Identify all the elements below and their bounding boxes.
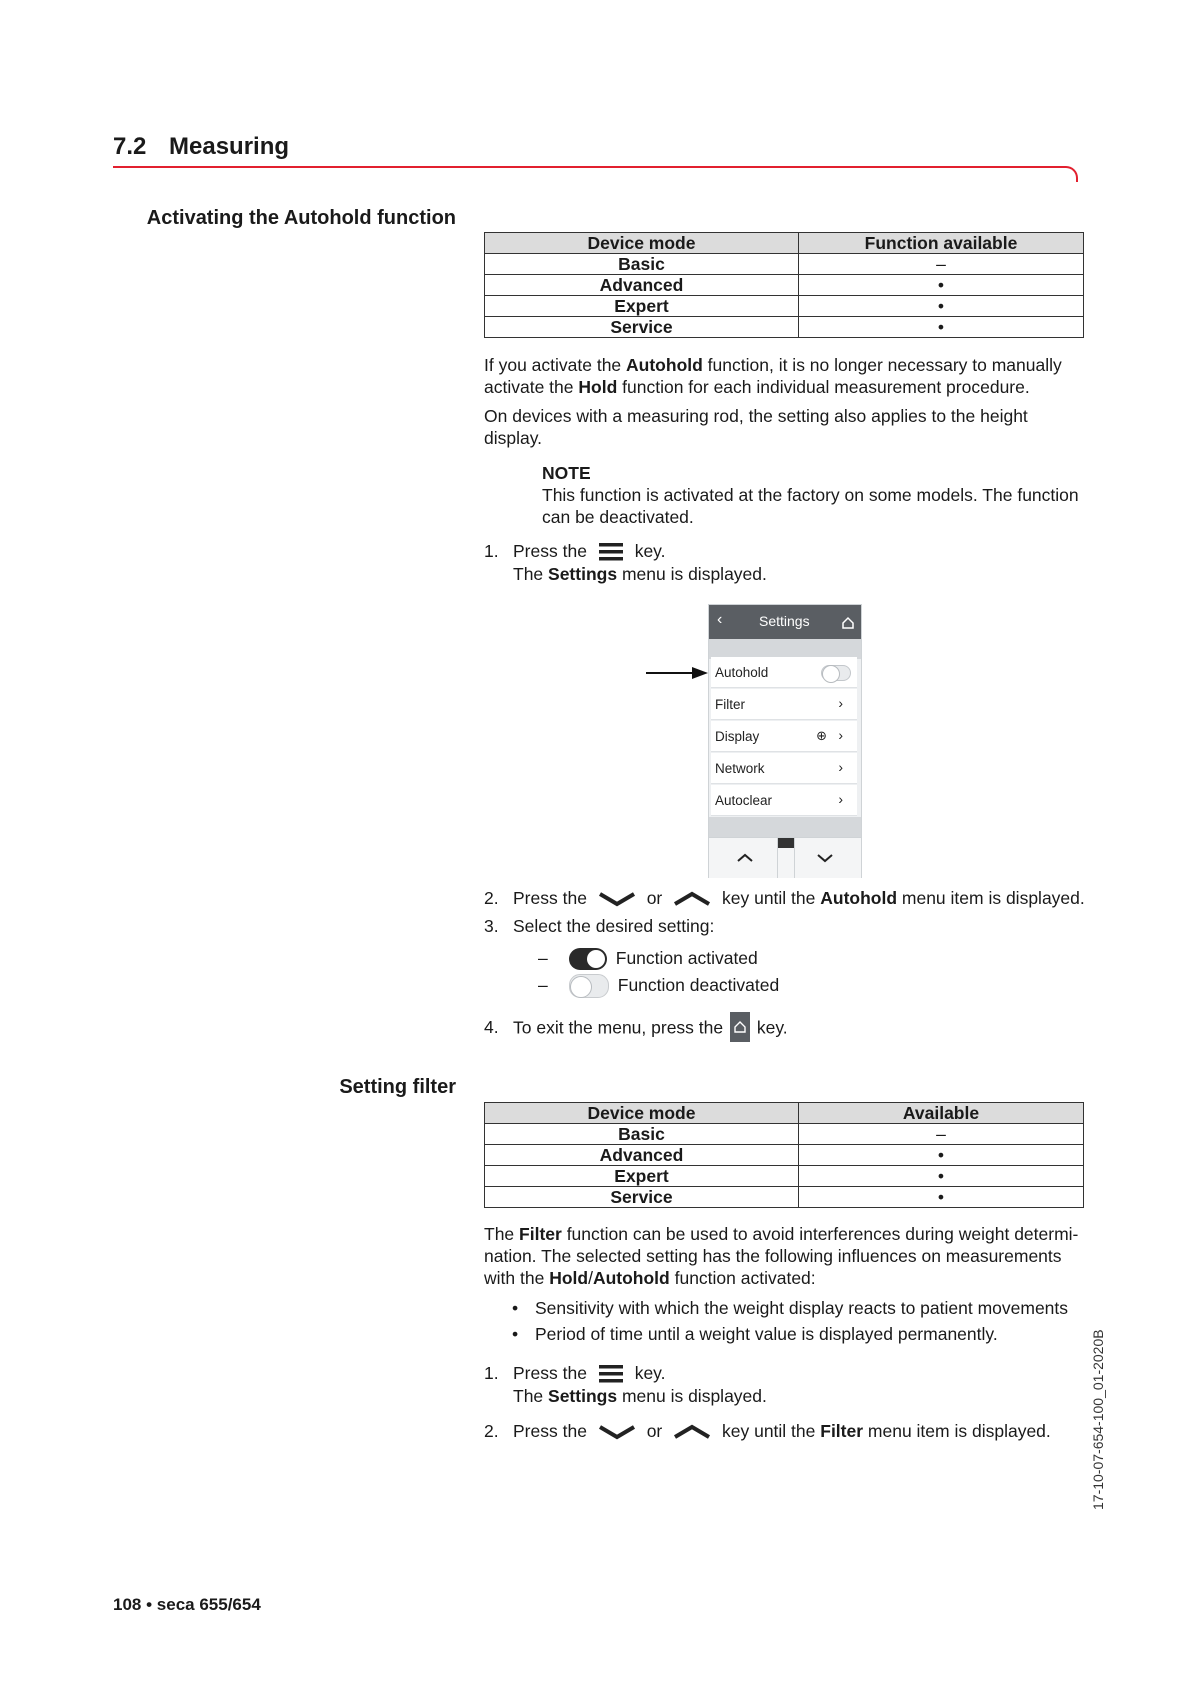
note-block: [542, 462, 1082, 528]
measuring-rod-note: On devices with a measuring rod, the setting also applies to the height display.: [484, 406, 1028, 448]
device-item-autoclear[interactable]: Autoclear ›: [711, 785, 857, 816]
note-text: This function is activated at the factory on some models. The function can be deactivated.: [542, 485, 1079, 527]
step-1: 1. Press the key. The Settings menu is displayed.: [484, 541, 767, 585]
autohold-description: If you activate the Autohold function, it is no longer necessary to manually activate the Hold function for each individual measurement procedure.: [484, 355, 1062, 397]
section-rule-corner: [1058, 166, 1078, 182]
page-footer: 108 • seca 655/654: [113, 1595, 261, 1614]
list-item: • Period of time until a weight value is displayed permanently.: [512, 1324, 998, 1344]
scroll-position: [777, 838, 795, 878]
table-row: Basic –: [485, 254, 1084, 275]
chevron-right-icon: ›: [838, 727, 843, 743]
table-header-row: [485, 233, 1084, 254]
table-row: Expert •: [485, 1166, 1084, 1187]
scroll-up-icon[interactable]: [735, 852, 755, 864]
home-key-icon: [730, 1012, 750, 1042]
filter-subtitle: Setting filter: [339, 1076, 456, 1098]
filter-mode-table: [484, 1102, 1084, 1208]
table-row: Service •: [485, 1187, 1084, 1208]
device-item-autohold[interactable]: Autohold: [711, 657, 857, 688]
autohold-mode-table: [484, 232, 1084, 338]
section-rule: [113, 166, 1063, 168]
home-icon[interactable]: [841, 616, 855, 630]
up-key-icon: [673, 891, 711, 907]
table-row: Advanced •: [485, 275, 1084, 296]
pointer-arrow: [646, 665, 710, 681]
section-title: 7.2 Measuring: [113, 133, 290, 160]
device-item-network[interactable]: Network ›: [711, 753, 857, 784]
table-header: Device mode: [485, 1103, 799, 1124]
step-3: 3. Select the desired setting:: [484, 916, 715, 936]
option-deactivated: – Function deactivated: [538, 973, 779, 998]
menu-icon: [598, 541, 624, 563]
device-settings-screen: [708, 604, 862, 878]
autohold-subtitle: Activating the Autohold function: [146, 207, 456, 229]
filter-step-2: 2. Press the or key until the Filter menu item is displayed.: [484, 1421, 1051, 1441]
table-header: Available: [799, 1103, 1084, 1124]
table-row: Expert •: [485, 296, 1084, 317]
device-item-display[interactable]: Display ⊕ ›: [711, 721, 857, 752]
device-title: Settings: [759, 613, 810, 629]
globe-icon: ⊕: [816, 728, 827, 743]
menu-icon: [598, 1363, 624, 1385]
option-activated: – Function activated: [538, 946, 758, 970]
table-row: Basic –: [485, 1124, 1084, 1145]
scroll-down-icon[interactable]: [815, 852, 835, 864]
chevron-right-icon: ›: [838, 791, 843, 807]
device-nav-bar: [709, 837, 861, 878]
device-spacer: [709, 817, 861, 837]
filter-description: The Filter function can be used to avoid interferences during weight determi- nation. The selected setting has the following influences on measurements with the Hold/Autohold function activated:: [484, 1224, 1079, 1288]
chevron-right-icon: ›: [838, 695, 843, 711]
back-icon[interactable]: ‹: [717, 611, 723, 628]
step-4: 4. To exit the menu, press the key.: [484, 1016, 1084, 1046]
down-key-icon: [598, 1424, 636, 1440]
toggle-off-icon: [569, 974, 609, 998]
device-header: [709, 605, 861, 639]
table-header-row: [485, 1103, 1084, 1124]
note-heading: NOTE: [542, 463, 591, 483]
table-header: Function available: [799, 233, 1084, 254]
toggle-icon[interactable]: [821, 665, 851, 681]
filter-step-1: 1. Press the key. The Settings menu is displayed.: [484, 1363, 767, 1407]
up-key-icon: [673, 1424, 711, 1440]
chevron-right-icon: ›: [838, 759, 843, 775]
list-item: • Sensitivity with which the weight display reacts to patient movements: [512, 1298, 1069, 1318]
device-item-filter[interactable]: Filter ›: [711, 689, 857, 720]
table-row: Advanced •: [485, 1145, 1084, 1166]
toggle-on-icon: [569, 948, 607, 970]
document-code: 17-10-07-654-100_01-2020B: [1090, 1329, 1106, 1510]
table-header: Device mode: [485, 233, 799, 254]
table-row: Service •: [485, 317, 1084, 338]
down-key-icon: [598, 891, 636, 907]
step-2: 2. Press the or key until the Autohold menu item is displayed.: [484, 888, 1085, 908]
device-spacer: [709, 639, 861, 659]
